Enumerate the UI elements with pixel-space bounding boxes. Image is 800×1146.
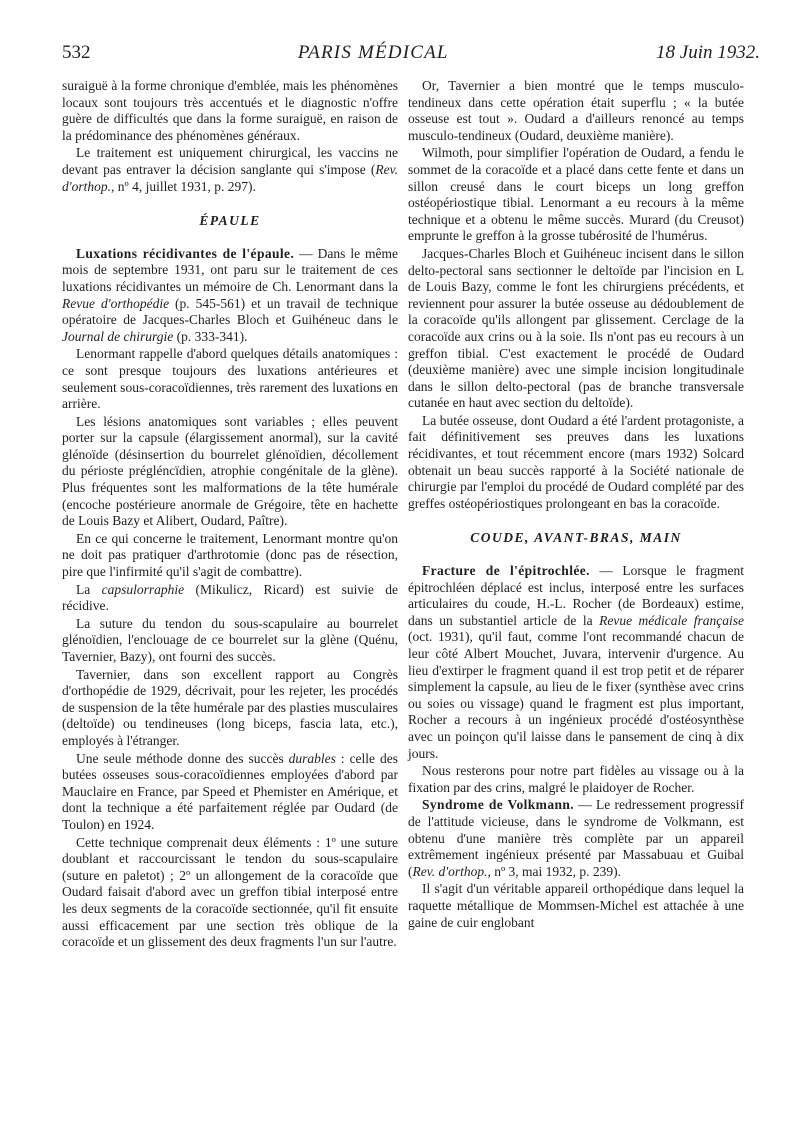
paragraph: Tavernier, dans son excellent rapport au Congrès d'orthopédie de 1929, décrivait, pour les rejeter, les procédés de suspension de la tête humérale par des plasties musculaires (deltoïde) ou tendineuses (long biceps, fascia lata, etc.), employés à l'étranger. [62,666,398,748]
issue-date: 18 Juin 1932. [656,42,760,63]
paragraph: Nous resterons pour notre part fidèles au vissage ou à la fixation par des crins, malgré le plaidoyer de Rocher. [408,763,744,795]
paragraph: Il s'agit d'un véritable appareil orthopédique dans lequel la raquette métallique de Mommsen-Michel est attachée à une gaine de cuir englobant [408,881,744,930]
reference: Rev. d'orthop. [62,161,398,194]
paragraph: Les lésions anatomiques sont variables ; elles peuvent porter sur la capsule (élargissement anormal), sur la cavité glénoïde (désinsertion du bourrelet glénoïdien, décollement du périoste prégléncïdien, atrophie congénitale de la glène). Plus fréquentes sont les malformations de la tête humérale (encoche postérieure anormale de Grégoire, tête en hachette de Louis Bazy et Alibert, Oudard, Paître). [62,413,398,529]
subsection-title: Fracture de l'épitrochlée. [422,563,590,579]
subsection-title: Luxations récidivantes de l'épaule. [76,245,295,261]
journal-title: PARIS MÉDICAL [297,42,449,63]
section-heading-coude: COUDE, AVANT-BRAS, MAIN [470,530,682,546]
term: durables [288,750,336,766]
reference: Revue médicale française [599,612,744,628]
paragraph: Le traitement est uniquement chirurgical, les vaccins ne devant pas entraver la décision sanglante qui s'impose (Rev. d'orthop., nº 4, juillet 1931, p. 297). [62,145,398,194]
paragraph: La suture du tendon du sous-scapulaire au bourrelet glénoïdien, l'enclouage de ce bourrelet sur la glène (Quénu, Tavernier, Bazy), ont fourni des succès. [62,615,398,664]
paragraph: La capsulorraphie (Mikulicz, Ricard) est suivie de récidive. [62,581,398,614]
paragraph: La butée osseuse, dont Oudard a été l'ardent protagoniste, a fait définitivement ses preuves dans les luxations récidivantes, et tout récemment encore (mars 1932) Solcard obtenait un beau succès rapporté à la Société nationale de chirurgie par l'emploi du procédé de Oudard complété par des greffes ostéopériostiques prolongeant en bas la coracoïde. [408,412,744,511]
running-header [62,42,760,72]
paragraph: Luxations récidivantes de l'épaule. — Dans le même mois de septembre 1931, ont paru sur le traitement de ces luxations récidivantes un mémoire de Ch. Lenormant dans la Revue d'orthopédie (p. 545-561) et un travail de technique opératoire de Jacques-Charles Bloch et Guihéneuc dans le Journal de chirurgie (p. 333-341). [62,245,398,344]
reference: Journal de chirurgie [62,328,174,344]
page-number: 532 [62,42,91,63]
section-heading-epaule: ÉPAULE [199,213,261,229]
paragraph: Fracture de l'épitrochlée. — Lorsque le fragment épitrochléen déplacé est inclus, interposé entre les surfaces articulaires du coude, H.-L. Rocher (de Bordeaux) estime, dans un substantiel article de la Revue médicale française (oct. 1931), qu'il faut, comme l'ont recommandé chacun de leur côté Albert Mouchet, Juvara, intervenir d'urgence. Au lieu d'extirper le fragment quand il est trop petit et de réparer simplement la capsule, au lieu de le fixer (synthèse avec crins ou soies ou vissage) quand le fragment est plus important, Rocher a recours à un ingénieux procédé d'ostéosynthèse avec un poinçon qu'il laisse dans le pansement de cinq à dix jours. [408,563,744,761]
paragraph: Or, Tavernier a bien montré que le temps musculo-tendineux dans cette opération était superflu ; « la butée osseuse est tout ». Oudard a d'ailleurs renoncé au temps musculo-tendineux (Oudard, deuxième manière). [408,78,744,143]
paragraph: Cette technique comprenait deux éléments : 1º une suture doublant et raccourcissant le tendon du sous-scapulaire (suture en paletot) ; 2º un allongement de la coracoïde que Oudard faisait d'abord avec un greffon tibial interposé entre les deux segments de la coracoïde sectionnée, qu'il fit ensuite aussi efficacement par une section très oblique de la coracoïde et un glissement des deux fragments l'un sur l'autre. [62,834,398,950]
paragraph: En ce qui concerne le traitement, Lenormant montre qu'on ne doit pas pratiquer d'arthrotomie (donc pas de résection, pire que l'infirmité qu'il s'agit de combattre). [62,530,398,580]
paragraph: Une seule méthode donne des succès durables : celle des butées osseuses sous-coracoïdiennes employées d'abord par Mauclaire en France, par Speed et Phemister en Amérique, et dont la technique a été parfaitement réglée par Oudard (de Toulon) en 1924. [62,750,398,832]
term: capsulorraphie [101,581,185,597]
reference: Rev. d'orthop. [412,863,488,879]
paragraph: Jacques-Charles Bloch et Guihéneuc incisent dans le sillon delto-pectoral sans sectionner le deltoïde par l'incision en L de Louis Bazy, comme le font les chirurgiens précédents, et reviennent pour assurer la butée osseuse au dédoublement de la coracoïde qu'ils allongent par glissement. Cerclage de la coracoïde aux crins ou à la soie. Ils n'ont pas eu recours à un greffon tibial. C'est exactement le procédé de Oudard (deuxième manière) avec une simple incision longitudinale dans le sillon delto-pectoral (pas de branche transversale cutanée en haut avec section du deltoïde). [408,245,744,411]
subsection-title: Syndrome de Volkmann. [422,797,575,813]
paragraph: Syndrome de Volkmann. — Le redressement progressif de l'attitude vicieuse, dans le syndrome de Volkmann, est obtenu d'une manière très complète par un appareil extrêmement ingénieux présenté par Massabuau et Guibal (Rev. d'orthop., nº 3, mai 1932, p. 239). [408,797,744,879]
right-column [408,78,744,932]
paragraph: Wilmoth, pour simplifier l'opération de Oudard, a fendu le sommet de la coracoïde et a placé dans cette fente et dans un sillon creusé dans le court biceps un long greffon ostéopériostique tibial. Lenormant a eu recours à la même technique et a obtenu le même succès. Murard (du Creusot) emprunte le greffon à la grosse tubérosité de l'humérus. [408,145,744,244]
reference: Revue d'orthopédie [62,295,170,311]
left-column [62,78,398,952]
paragraph: Lenormant rappelle d'abord quelques détails anatomiques : ce sont presque toujours des luxations antérieures et seulement sous-coracoïdiennes, très rarement des luxations en arrière. [62,346,398,412]
paragraph: suraiguë à la forme chronique d'emblée, mais les phénomènes locaux sont toujours très accentués et le diagnostic n'offre guère de difficultés que dans la forme suraiguë, en raison de la prédominance des phénomènes généraux. [62,78,398,143]
